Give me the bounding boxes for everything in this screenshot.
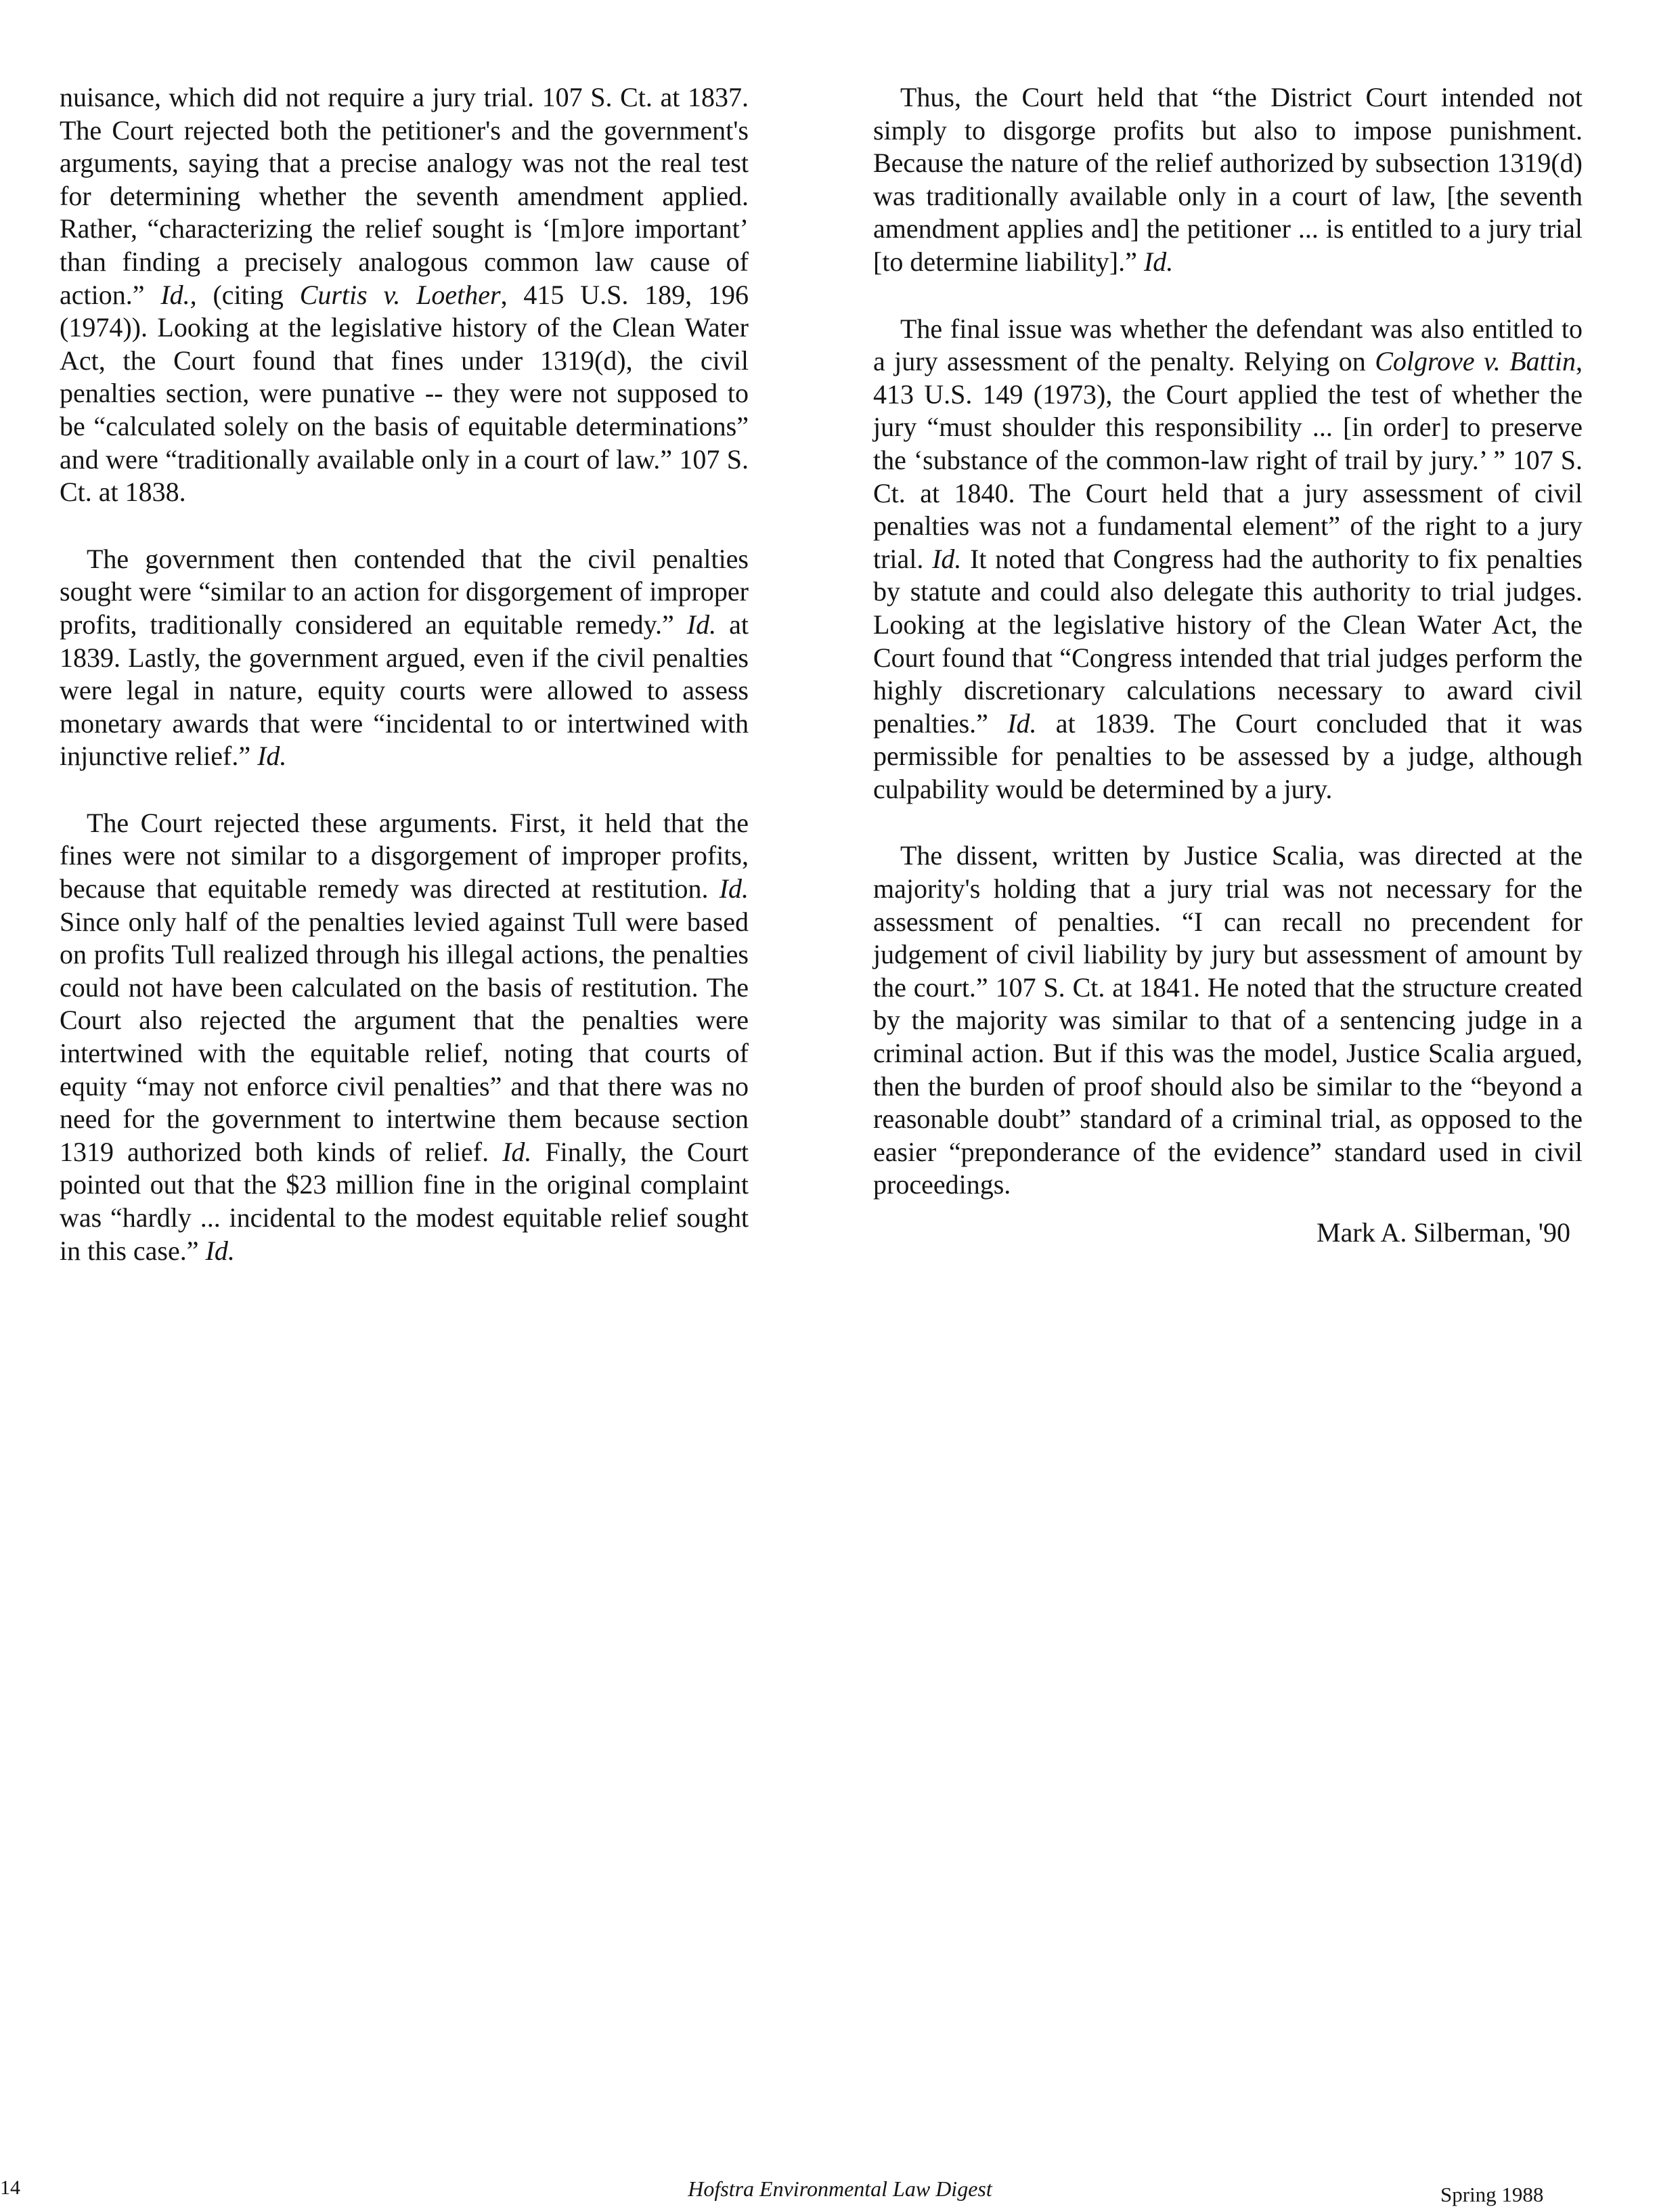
paragraph-government-contention: The government then contended that the civil penalties sought were “similar to an action for disgorgement of improper profits, traditionally considered an equitable remedy.” Id. at 1839. Lastly, the government argued, even if the civil penalties were legal in nature, equity courts were allowed to assess monetary awards that were “incidental to or intertwined with injunctive relief.” Id. — [60, 543, 749, 772]
paragraph-jury-assessment-issue: The final issue was whether the defendant was also entitled to a jury assessment of the penalty. Relying on Colgrove v. Battin, 413 U.S. 149 (1973), the Court applied the test of whether the jury “must shoulder this responsibility ... [in order] to preserve the ‘substance of the common-law right of trail by jury.’ ” 107 S. Ct. at 1840. The Court held that a jury assessment of civil penalties was not a fundamental element” of the right to a jury trial. Id. It noted that Congress had the authority to fix penalties by statute and could also delegate this authority to trial judges. Looking at the legislative history of the Clean Water Act, the Court found that “Congress intended that trial judges perform the highly discretionary calculations necessary to award civil penalties.” Id. at 1839. The Court concluded that it was permissible for penalties to be assessed by a judge, although culpability would be determined by a jury. — [873, 313, 1583, 804]
left-text-column — [60, 81, 749, 1301]
paragraph-dissent: The dissent, written by Justice Scalia, was directed at the majority's holding that a jury trial was not necessary for the assessment of penalties. “I can recall no precendent for judgement of civil liability by jury but assessment of amount by the court.” 107 S. Ct. at 1841. He noted that the structure created by the majority was similar to that of a sentencing judge in a criminal action. But if this was the model, Justice Scalia argued, then the burden of proof should also be similar to the “beyond a reasonable doubt” standard of a criminal trial, as opposed to the easier “preponderance of the evidence” standard used in civil proceedings. — [873, 840, 1583, 1200]
paragraph-court-rejected-arguments: The Court rejected these arguments. First, it held that the fines were not similar to a disgorgement of improper profits, because that equitable remedy was directed at restitution. Id. Since only half of the penalties levied against Tull were based on profits Tull realized through his illegal actions, the penalties could not have been calculated on the basis of restitution. The Court also rejected the argument that the penalties were intertwined with the equitable relief, noting that courts of equity “may not enforce civil penalties” and that there was no need for the government to intertwine them because section 1319 authorized both kinds of relief. Id. Finally, the Court pointed out that the $23 million fine in the original complaint was “hardly ... incidental to the modest equitable relief sought in this case.” Id. — [60, 807, 749, 1266]
journal-title: Hofstra Environmental Law Digest — [688, 2177, 992, 2201]
paragraph-nuisance-analogy: nuisance, which did not require a jury trial. 107 S. Ct. at 1837. The Court rejected both the petitioner's and the government's arguments, saying that a precise analogy was not the real test for determining whether the seventh amendment applied. Rather, “characterizing the relief sought is ‘[m]ore important’ than finding a precisely analogous common law cause of action.” Id., (citing Curtis v. Loether, 415 U.S. 189, 196 (1974)). Looking at the legislative history of the Clean Water Act, the Court found that fines under 1319(d), the civil penalties section, were punative -- they were not supposed to be “calculated solely on the basis of equitable determinations” and were “traditionally available only in a court of law.” 107 S. Ct. at 1838. — [60, 82, 749, 508]
issue-date: Spring 1988 — [1440, 2183, 1544, 2206]
author-byline: Mark A. Silberman, '90 — [1317, 1217, 1570, 1248]
page-number: 14 — [0, 2177, 20, 2199]
right-text-column — [873, 81, 1583, 1250]
paragraph-court-holding: Thus, the Court held that “the District Court intended not simply to disgorge profits but also to impose punishment. Because the nature of the relief authorized by subsection 1319(d) was traditionally available only in a court of law, [the seventh amendment applies and] the petitioner ... is entitled to a jury trial [to determine liability].” Id. — [873, 82, 1583, 277]
